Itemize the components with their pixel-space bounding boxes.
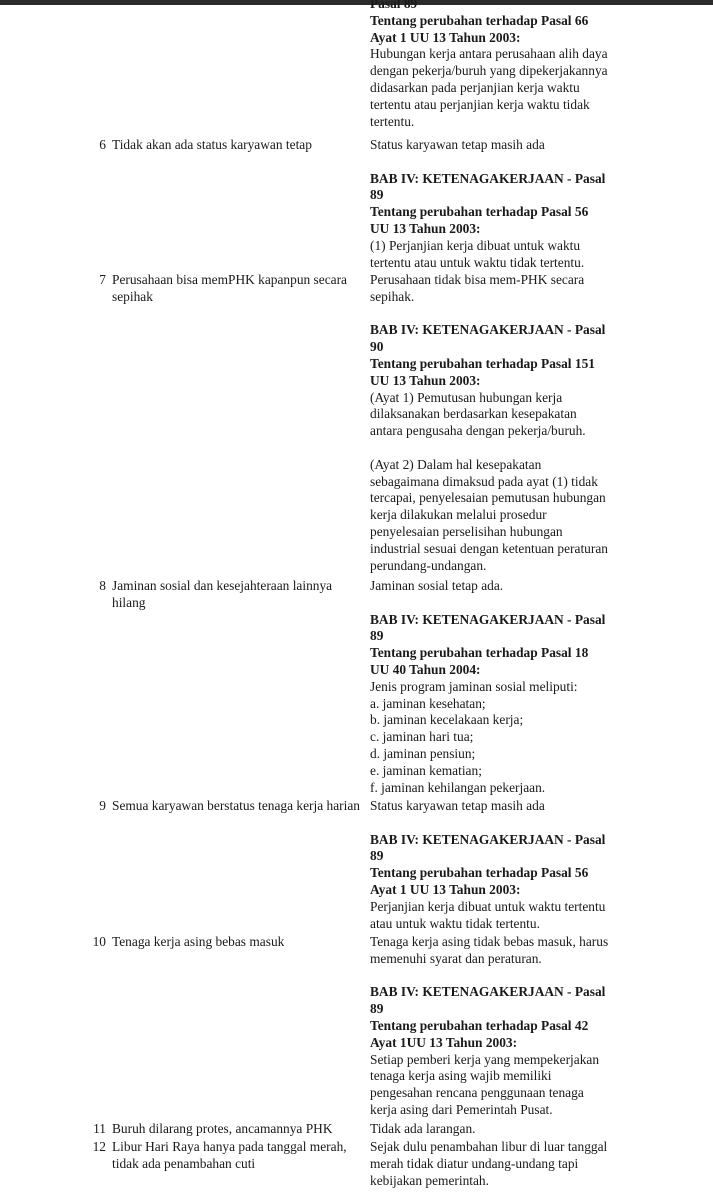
- hoax-claim: Perusahaan bisa memPHK kapanpun secara sepihak: [112, 272, 348, 304]
- fact-text-line: didasarkan pada perjanjian kerja waktu: [370, 79, 580, 95]
- legal-reference-line: UU 13 Tahun 2003:: [370, 372, 481, 388]
- legal-reference-line: Tentang perubahan terhadap Pasal 42: [370, 1017, 589, 1033]
- row-number: 10: [92, 934, 106, 949]
- legal-reference-line: Pasal 89: [370, 0, 418, 11]
- legal-reference-line: UU 40 Tahun 2004:: [370, 661, 481, 677]
- fact-text-line: f. jaminan kehilangan pekerjaan.: [370, 779, 546, 795]
- fact-text-line: industrial sesuai dengan ketentuan peraturan: [370, 540, 608, 556]
- fact-text-line: memenuhi syarat dan peraturan.: [370, 950, 542, 966]
- legal-reference-line: 89: [370, 187, 384, 203]
- legal-reference-line: BAB IV: KETENAGAKERJAAN - Pasal: [370, 611, 606, 627]
- legal-reference-line: Tentang perubahan terhadap Pasal 66: [370, 12, 589, 28]
- fact-text-line: (1) Perjanjian kerja dibuat untuk waktu: [370, 237, 581, 253]
- legal-reference-line: Tentang perubahan terhadap Pasal 151: [370, 355, 595, 371]
- row-number: 12: [92, 1139, 106, 1154]
- legal-reference-line: Tentang perubahan terhadap Pasal 18: [370, 645, 589, 661]
- fact-text-line: perundang-undangan.: [370, 557, 487, 573]
- legal-reference-line: Ayat 1 UU 13 Tahun 2003:: [370, 29, 521, 45]
- hoax-claim: Libur Hari Raya hanya pada tanggal merah, tidak ada penambahan cuti: [112, 1139, 347, 1171]
- fact-text-line: kerja asing dari Pemerintah Pusat.: [370, 1101, 553, 1117]
- fact-text-line: e. jaminan kematian;: [370, 762, 482, 778]
- fact-text-line: kerja dilakukan melalui prosedur: [370, 507, 547, 523]
- paragraph-gap: [370, 968, 632, 985]
- fact-text-line: penyelesaian perselisihan hubungan: [370, 523, 563, 539]
- hoax-claim: Semua karyawan berstatus tenaga kerja harian: [112, 798, 360, 813]
- legal-reference-line: Tentang perubahan terhadap Pasal 56: [370, 865, 589, 881]
- hoax-claim: Jaminan sosial dan kesejahteraan lainnya hilang: [112, 578, 333, 610]
- fact-explanation: [370, 0, 632, 130]
- fact-text-line: Hubungan kerja antara perusahaan alih daya: [370, 46, 608, 62]
- fact-text-line: a. jaminan kesehatan;: [370, 695, 486, 711]
- fact-text-line: (Ayat 1) Pemutusan hubungan kerja: [370, 389, 563, 405]
- fact-text-line: Jenis program jaminan sosial meliputi:: [370, 678, 578, 694]
- paragraph-gap: [370, 306, 632, 323]
- paragraph-gap: [370, 154, 632, 171]
- fact-text-line: tertentu.: [370, 113, 415, 129]
- fact-text-line: d. jaminan pensiun;: [370, 745, 476, 761]
- legal-reference-line: BAB IV: KETENAGAKERJAAN - Pasal: [370, 831, 606, 847]
- fact-explanation: [370, 272, 632, 574]
- fact-text-line: dilaksanakan berdasarkan kesepakatan: [370, 406, 577, 422]
- fact-text-line: Tidak ada larangan.: [370, 1121, 476, 1136]
- fact-text-line: Setiap pemberi kerja yang mempekerjakan: [370, 1051, 600, 1067]
- fact-text-line: tenaga kerja asing wajib memiliki: [370, 1068, 552, 1084]
- legal-reference-line: 89: [370, 628, 384, 644]
- fact-explanation: [370, 798, 632, 932]
- legal-reference-line: Ayat 1UU 13 Tahun 2003:: [370, 1034, 518, 1050]
- legal-reference-line: BAB IV: KETENAGAKERJAAN - Pasal: [370, 984, 606, 1000]
- fact-text-line: Tenaga kerja asing tidak bebas masuk, harus: [370, 934, 609, 949]
- fact-explanation: [370, 578, 632, 796]
- fact-explanation: [370, 137, 632, 271]
- fact-text-line: Jaminan sosial tetap ada.: [370, 578, 504, 593]
- fact-text-line: atau untuk waktu tidak tertentu.: [370, 915, 540, 931]
- fact-text-line: tertentu atau perjanjian kerja waktu tidak: [370, 96, 590, 112]
- paragraph-gap: [370, 440, 632, 457]
- row-number: 9: [99, 798, 106, 813]
- fact-explanation: [370, 1139, 632, 1189]
- legal-reference-line: Tentang perubahan terhadap Pasal 56: [370, 204, 589, 220]
- legal-reference-line: BAB IV: KETENAGAKERJAAN - Pasal: [370, 322, 606, 338]
- fact-text-line: tertentu atau untuk waktu tidak tertentu.: [370, 254, 585, 270]
- fact-text-line: Perusahaan tidak bisa mem-PHK secara: [370, 272, 585, 287]
- legal-reference-line: Ayat 1 UU 13 Tahun 2003:: [370, 881, 521, 897]
- legal-reference-line: 89: [370, 1001, 384, 1017]
- paragraph-gap: [370, 815, 632, 832]
- row-number: 8: [99, 578, 106, 593]
- row-number: 6: [99, 137, 106, 152]
- paragraph-gap: [370, 595, 632, 612]
- fact-text-line: kebijakan pemerintah.: [370, 1172, 489, 1188]
- fact-text-line: Status karyawan tetap masih ada: [370, 137, 545, 152]
- legal-reference-line: 89: [370, 848, 384, 864]
- hoax-claim: Tenaga kerja asing bebas masuk: [112, 934, 285, 949]
- fact-explanation: [370, 934, 632, 1119]
- row-number: 11: [93, 1121, 106, 1136]
- fact-text-line: sebagaimana dimaksud pada ayat (1) tidak: [370, 473, 598, 489]
- fact-text-line: c. jaminan hari tua;: [370, 729, 474, 745]
- fact-text-line: Perjanjian kerja dibuat untuk waktu tertentu: [370, 898, 606, 914]
- fact-text-line: antara pengusaha dengan pekerja/buruh.: [370, 423, 586, 439]
- fact-text-line: b. jaminan kecelakaan kerja;: [370, 712, 524, 728]
- fact-text-line: merah tidak diatur undang-undang tapi: [370, 1155, 579, 1171]
- fact-text-line: tercapai, penyelesaian pemutusan hubungan: [370, 490, 606, 506]
- fact-text-line: sepihak.: [370, 288, 415, 304]
- legal-reference-line: BAB IV: KETENAGAKERJAAN - Pasal: [370, 170, 606, 186]
- fact-explanation: [370, 1121, 632, 1138]
- fact-text-line: (Ayat 2) Dalam hal kesepakatan: [370, 456, 542, 472]
- hoax-claim: Tidak akan ada status karyawan tetap: [112, 137, 312, 152]
- row-number: 7: [99, 272, 106, 287]
- hoax-claim: Buruh dilarang protes, ancamannya PHK: [112, 1121, 333, 1136]
- fact-text-line: Sejak dulu penambahan libur di luar tanggal: [370, 1139, 608, 1154]
- fact-text-line: dengan pekerja/buruh yang dipekerjakannya: [370, 63, 608, 79]
- legal-reference-line: UU 13 Tahun 2003:: [370, 220, 481, 236]
- legal-reference-line: 90: [370, 339, 384, 355]
- fact-text-line: Status karyawan tetap masih ada: [370, 798, 545, 813]
- fact-text-line: pengesahan rencana penggunaan tenaga: [370, 1085, 584, 1101]
